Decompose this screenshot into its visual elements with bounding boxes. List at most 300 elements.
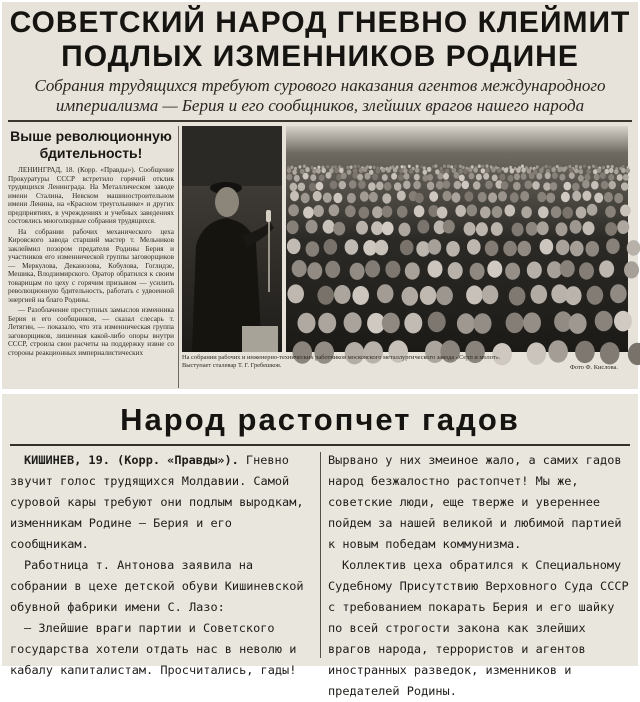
crowd-figure <box>551 206 562 218</box>
crowd-figure <box>404 173 410 180</box>
crowd-figure <box>510 168 515 173</box>
headline-line-1: СОВЕТСКИЙ НАРОД ГНЕВНО КЛЕЙМИТ <box>9 6 631 39</box>
crowd-figure <box>579 169 584 174</box>
crowd-figure <box>436 286 453 305</box>
crowd-figure <box>323 193 332 203</box>
crowd-figure <box>480 206 491 218</box>
crowd-figure <box>368 182 376 191</box>
crowd-figure <box>518 241 532 257</box>
crowd-figure <box>504 168 509 173</box>
crowd-figure <box>579 166 582 169</box>
crowd-figure <box>501 181 509 190</box>
crowd-figure <box>468 173 474 180</box>
crowd-figure <box>372 206 383 218</box>
crowd-figure <box>485 181 493 190</box>
crowd-figure <box>316 182 324 191</box>
crowd-figure <box>564 182 572 191</box>
crowd-figure <box>290 183 298 192</box>
crowd-figure <box>394 182 402 191</box>
crowd-figure <box>397 206 408 218</box>
crowd-figure <box>369 192 378 202</box>
crowd-figure <box>550 182 558 191</box>
article-paragraph: — Злейшие враги партии и Советского государства хотели отдать нас в неволю и кабалу капиталистам. Просчитались, гады! <box>10 621 297 677</box>
crowd-figure <box>508 175 514 182</box>
crowd-figure <box>333 222 345 236</box>
crowd-figure <box>614 169 619 174</box>
crowd-figure <box>584 174 590 181</box>
photo-crowd-image <box>286 126 628 352</box>
crowd-figure <box>333 193 342 203</box>
crowd-figure <box>326 172 332 179</box>
crowd-figure <box>443 180 451 189</box>
crowd-figure <box>298 183 306 192</box>
side-article-paragraph: На собрании рабочих механического цеха Кировского завода старший мастер т. Мельников заклеймил позором предателя Родины Берия и участников его изменнической группы заговорщиков — Меркулова, Деканозова, Кобулова, Гоглидзе, Мешика, Влодзимирского. Оратор обратился к своим товарищам по цеху с горячим призывом — усилить революционную бдительность, работать с удвоенной энергией на благо Родины. <box>8 227 174 304</box>
crowd-figure <box>292 170 297 175</box>
photo-crowd <box>286 126 628 352</box>
crowd-figure <box>510 192 519 202</box>
crowd-figure <box>562 207 573 219</box>
crowd-figure <box>605 206 616 218</box>
crowd-figure <box>485 241 499 257</box>
crowd-figure <box>587 204 598 216</box>
crowd-figure <box>298 313 316 334</box>
crowd-figure <box>316 168 321 173</box>
crowd-figure <box>601 181 609 190</box>
crowd-figure <box>614 193 623 203</box>
crowd-figure <box>443 173 449 180</box>
crowd-figure <box>443 191 452 201</box>
crowd-figure <box>513 182 521 191</box>
crowd-figure <box>473 168 478 173</box>
crowd-figure <box>473 181 481 190</box>
crowd-figure <box>476 222 488 236</box>
crowd-figure <box>524 180 532 189</box>
column-divider <box>178 126 179 388</box>
crowd-figure <box>385 261 400 278</box>
crowd-figure <box>617 220 629 234</box>
crowd-figure <box>540 239 554 255</box>
crowd-figure <box>559 174 565 181</box>
crowd-figure <box>478 165 481 168</box>
crowd-figure <box>574 168 579 173</box>
crowd-figure <box>459 165 462 168</box>
crowd-figure <box>382 206 393 218</box>
crowd-figure <box>557 167 562 172</box>
crowd-figure <box>594 193 603 203</box>
crowd-figure <box>299 165 302 168</box>
crowd-figure <box>359 207 370 219</box>
crowd-figure <box>586 169 591 174</box>
crowd-figure <box>409 169 414 174</box>
crowd-figure <box>325 261 340 278</box>
crowd-figure <box>357 174 363 181</box>
crowd-figure <box>414 174 420 181</box>
crowd-figure <box>545 165 548 168</box>
crowd-figure <box>476 174 482 181</box>
crowd-figure <box>521 206 532 218</box>
crowd-figure <box>377 284 394 303</box>
crowd-figure <box>486 164 489 167</box>
crowd-figure <box>602 166 605 169</box>
crowd-figure <box>321 168 326 173</box>
crowd-figure <box>334 285 351 304</box>
crowd-figure <box>545 172 551 179</box>
headline-line-2: ПОДЛЫХ ИЗМЕННИКОВ РОДИНЕ <box>61 40 579 73</box>
photo-caption-line-2: Выступает сталевар Т. Г. Гребешков. <box>182 362 282 369</box>
crowd-figure <box>621 182 629 191</box>
crowd-figure <box>610 284 627 303</box>
crowd-figure <box>436 181 444 190</box>
crowd-figure <box>491 167 496 172</box>
crowd-figure <box>578 175 584 182</box>
crowd-figure <box>356 221 368 235</box>
crowd-figure <box>346 166 349 169</box>
crowd-figure <box>306 241 320 257</box>
crowd-figure <box>536 173 542 180</box>
crowd-figure <box>429 191 438 201</box>
crowd-figure <box>349 180 357 189</box>
crowd-figure <box>427 167 432 172</box>
crowd-figure <box>287 239 301 255</box>
crowd-figure <box>611 165 614 168</box>
crowd-figure <box>499 174 505 181</box>
crowd-figure <box>464 222 476 236</box>
crowd-figure <box>384 182 392 191</box>
crowd-figure <box>565 286 582 305</box>
crowd-figure <box>521 173 527 180</box>
crowd-figure <box>458 169 463 174</box>
crowd-figure <box>478 192 487 202</box>
crowd-figure <box>620 205 631 217</box>
crowd-figure <box>467 204 478 216</box>
crowd-figure <box>287 284 304 303</box>
crowd-figure <box>319 175 325 182</box>
crowd-figure <box>624 261 639 278</box>
crowd-figure <box>482 285 499 304</box>
crowd-figure <box>359 168 364 173</box>
article-column-right <box>328 450 630 702</box>
subheadline-line-1: Собрания трудящихся требуют сурового наказания агентов международного <box>34 76 606 95</box>
crowd-figure <box>455 205 466 217</box>
crowd-figure <box>372 174 378 181</box>
crowd-figure <box>382 193 391 203</box>
crowd-figure <box>413 181 421 190</box>
side-article <box>8 126 174 388</box>
crowd-figure <box>423 166 426 169</box>
crowd-figure <box>548 165 551 168</box>
crowd-figure <box>454 172 460 179</box>
newspaper-clipping-bottom <box>2 394 638 698</box>
crowd-figure <box>290 191 299 201</box>
article-title: Народ растопчет гадов <box>120 402 520 437</box>
crowd-figure <box>488 192 497 202</box>
crowd-figure <box>579 262 594 279</box>
crowd-figure <box>399 168 404 173</box>
crowd-figure <box>523 312 541 333</box>
crowd-figure <box>514 173 520 180</box>
crowd-figure <box>538 206 549 218</box>
crowd-figure <box>556 222 568 236</box>
crowd-figure <box>505 263 520 280</box>
crowd-figure <box>552 172 558 179</box>
crowd-figure <box>391 173 397 180</box>
crowd-figure <box>604 192 613 202</box>
crowd-figure <box>288 204 299 216</box>
crowd-figure <box>443 165 446 168</box>
crowd-figure <box>420 286 437 305</box>
crowd-figure <box>497 168 502 173</box>
crowd-figure <box>403 168 408 173</box>
crowd-figure <box>505 205 516 217</box>
crowd-figure <box>324 239 338 255</box>
crowd-figure <box>492 175 498 182</box>
photo-speaker-image <box>182 126 282 352</box>
crowd-figure <box>570 241 584 257</box>
crowd-figure <box>347 193 356 203</box>
crowd-figure <box>287 168 292 173</box>
crowd-figure <box>467 239 481 255</box>
crowd-figure <box>415 193 424 203</box>
crowd-figure <box>292 260 307 277</box>
crowd-figure <box>521 165 524 168</box>
crowd-figure <box>626 168 631 173</box>
crowd-figure <box>415 168 420 173</box>
crowd-figure <box>398 174 404 181</box>
crowd-figure <box>543 182 551 191</box>
crowd-figure <box>595 166 598 169</box>
crowd-figure <box>539 168 544 173</box>
crowd-figure <box>600 172 606 179</box>
crowd-figure <box>399 223 411 237</box>
crowd-figure <box>448 262 463 279</box>
crowd-figure <box>454 181 462 190</box>
crowd-figure <box>428 260 443 277</box>
crowd-figure <box>301 193 310 203</box>
crowd-figure <box>287 220 299 234</box>
crowd-figure <box>345 205 356 217</box>
crowd-figure <box>376 168 381 173</box>
crowd-figure <box>397 191 406 201</box>
crowd-figure <box>286 174 292 181</box>
crowd-figure <box>339 168 344 173</box>
photo-caption-line-1: На собрании рабочих и инженерно-технических работников московского металлургического завода «Серп и молот». <box>182 354 501 361</box>
crowd-figure <box>428 312 446 333</box>
crowd-figure <box>365 173 371 180</box>
crowd-figure <box>468 167 473 172</box>
photo-speaker <box>182 126 282 352</box>
crowd-figure <box>303 165 306 168</box>
crowd-figure <box>537 221 549 235</box>
crowd-figure <box>492 206 503 218</box>
crowd-figure <box>547 261 562 278</box>
crowd-figure <box>457 313 475 334</box>
article-column-left <box>10 450 312 681</box>
crowd-figure <box>307 262 322 279</box>
crowd-figure <box>516 168 521 173</box>
crowd-figure <box>608 174 614 181</box>
crowd-figure <box>509 287 526 306</box>
article-paragraph-text: Гневно звучит голос трудящихся Молдавии. Самой суровой кары требуют они подлым выродкам, изменникам Родине — Берия и его сообщникам. <box>10 453 304 551</box>
crowd-figure <box>317 286 334 305</box>
crowd-figure <box>350 263 365 280</box>
crowd-figure <box>527 262 542 279</box>
crowd-figure <box>588 166 591 169</box>
crowd-figure <box>347 170 352 175</box>
crowd-figure <box>569 168 574 173</box>
crowd-figure <box>416 165 419 168</box>
crowd-figure <box>561 192 570 202</box>
crowd-figure <box>582 180 590 189</box>
crowd-figure <box>326 165 329 168</box>
crowd-figure <box>382 174 388 181</box>
title-divider <box>10 444 630 446</box>
newspaper-clipping-top <box>2 2 638 389</box>
crowd-figure <box>309 183 317 192</box>
article-paragraph <box>10 450 312 555</box>
crowd-figure <box>481 168 486 173</box>
crowd-figure <box>354 165 357 168</box>
crowd-figure <box>627 240 640 256</box>
crowd-figure <box>329 204 340 216</box>
crowd-figure <box>531 285 548 304</box>
crowd-figure <box>373 166 376 169</box>
photo-caption <box>182 354 628 370</box>
crowd-figure <box>560 260 575 277</box>
crowd-figure <box>572 191 581 201</box>
crowd-figure <box>617 174 623 181</box>
crowd-figure <box>568 165 571 168</box>
crowd-figure <box>605 222 617 236</box>
crowd-figure <box>595 311 613 332</box>
crowd-figure <box>587 286 604 305</box>
crowd-figure <box>344 312 362 333</box>
crowd-figure <box>503 241 517 257</box>
crowd-figure <box>512 223 524 237</box>
article-paragraph: Вырвано у них змеиное жало, а самих гадов народ безжалостно растопчет! Мы же, советские люди, еще тверже и увереннее пойдем за нашей великой и любимой партией к новым победам коммунизма. <box>328 453 622 551</box>
crowd-figure <box>405 262 420 279</box>
headline-divider <box>8 120 632 122</box>
crowd-figure <box>569 172 575 179</box>
crowd-figure <box>452 192 461 202</box>
crowd-figure <box>614 311 632 332</box>
crowd-figure <box>312 169 317 174</box>
crowd-figure <box>303 173 309 180</box>
crowd-figure <box>583 164 586 167</box>
crowd-figure <box>400 240 414 256</box>
subheadline-line-2: империализма — Берия и его сообщников, злейших врагов нашего народа <box>55 96 585 115</box>
crowd-figure <box>562 167 567 172</box>
crowd-figure <box>294 175 300 182</box>
crowd-figure <box>437 173 443 180</box>
crowd-figure <box>423 170 428 175</box>
crowd-figure <box>376 182 384 191</box>
crowd-figure <box>382 222 394 236</box>
side-article-title: Выше революционную бдительность! <box>10 128 172 161</box>
crowd-figure <box>597 168 602 173</box>
crowd-figure <box>427 174 433 181</box>
crowd-figure <box>622 165 625 168</box>
crowd-figure <box>591 181 599 190</box>
crowd-figure <box>586 241 600 257</box>
crowd-figure <box>526 222 538 236</box>
crowd-figure <box>551 167 556 172</box>
crowd-figure <box>491 222 503 236</box>
crowd-figure <box>369 166 372 169</box>
crowd-figure <box>582 191 591 201</box>
crowd-figure <box>434 164 437 167</box>
article-paragraph: Работница т. Антонова заявила на собрании в цехе детской обуви Кишиневской обувной фабрики имени С. Лазо: <box>10 558 304 614</box>
crowd-figure <box>462 181 470 190</box>
crowd-figure <box>339 181 347 190</box>
crowd-figure <box>609 168 614 173</box>
crowd-figure <box>358 180 366 189</box>
crowd-figure <box>437 207 448 219</box>
crowd-figure <box>360 191 369 201</box>
crowd-figure <box>506 313 524 334</box>
crowd-figure <box>607 165 610 168</box>
crowd-figure <box>357 165 360 168</box>
crowd-figure <box>498 191 507 201</box>
crowd-figure <box>371 221 383 235</box>
crowd-figure <box>463 169 468 174</box>
crowd-figure <box>345 239 359 255</box>
crowd-figure <box>459 175 465 182</box>
crowd-figure <box>605 169 610 174</box>
crowd-figure <box>414 205 425 217</box>
crowd-figure <box>546 193 555 203</box>
crowd-figure <box>608 181 616 190</box>
crowd-figure <box>382 313 400 334</box>
crowd-figure <box>569 313 587 334</box>
crowd-figure <box>375 240 389 256</box>
crowd-figure <box>521 168 526 173</box>
crowd-figure <box>594 174 600 181</box>
crowd-figure <box>462 166 465 169</box>
crowd-figure <box>606 238 620 254</box>
crowd-figure <box>427 182 435 191</box>
crowd-figure <box>466 286 483 305</box>
crowd-figure <box>313 205 324 217</box>
side-article-paragraph: — Разоблачение преступных замыслов изменника Берия и его сообщников, — сказал слесарь т. Летягин, — показало, что эта изменническая группа заговорщиков, лишенная какой-либо опоры внутри СССР, строила свои расчеты на поддержку извне со стороны реакционных империалистических <box>8 306 174 357</box>
crowd-figure <box>352 286 369 305</box>
crowd-figure <box>556 240 570 256</box>
crowd-figure <box>454 165 457 168</box>
crowd-figure <box>576 207 587 219</box>
crowd-figure <box>365 260 380 277</box>
crowd-figure <box>363 167 368 172</box>
side-article-paragraph: ЛЕНИНГРАД, 18. (Корр. «Правды»). Сообщение Прокуратуры СССР встретило горячий отклик трудящихся Ленинграда. На Металлическом заводе имени Сталина, Невском машиностроительном имени Ленина, на «Красном треугольнике» и других предприятиях, в учреждениях и учебных заведениях состоялись многолюдные собрания трудящихся. <box>8 166 174 225</box>
photo-credit: Фото Ф. Кислова. <box>569 364 618 371</box>
crowd-figure <box>386 168 391 173</box>
crowd-figure <box>621 168 626 173</box>
crowd-figure <box>628 343 640 365</box>
crowd-figure <box>290 166 293 169</box>
crowd-figure <box>570 220 582 234</box>
crowd-figure <box>583 221 595 235</box>
crowd-figure <box>599 260 614 277</box>
crowd-figure <box>311 166 314 169</box>
crowd-figure <box>464 191 473 201</box>
crowd-figure <box>330 181 338 190</box>
crowd-figure <box>310 174 316 181</box>
crowd-figure <box>481 165 484 168</box>
crowd-figure <box>306 220 318 234</box>
crowd-figure <box>335 168 340 173</box>
crowd-figure <box>305 167 310 172</box>
crowd-figure <box>520 191 529 201</box>
crowd-figure <box>443 220 455 234</box>
article-paragraph: Коллектив цеха обратился к Специальному Судебному Присутствию Верховного Суда СССР с требованием покарать Берия и его шайку по всей строгости закона как злейших врагов народа, террористов и агентов иностранных разведок, изменников и предателей Родины. <box>328 558 629 698</box>
